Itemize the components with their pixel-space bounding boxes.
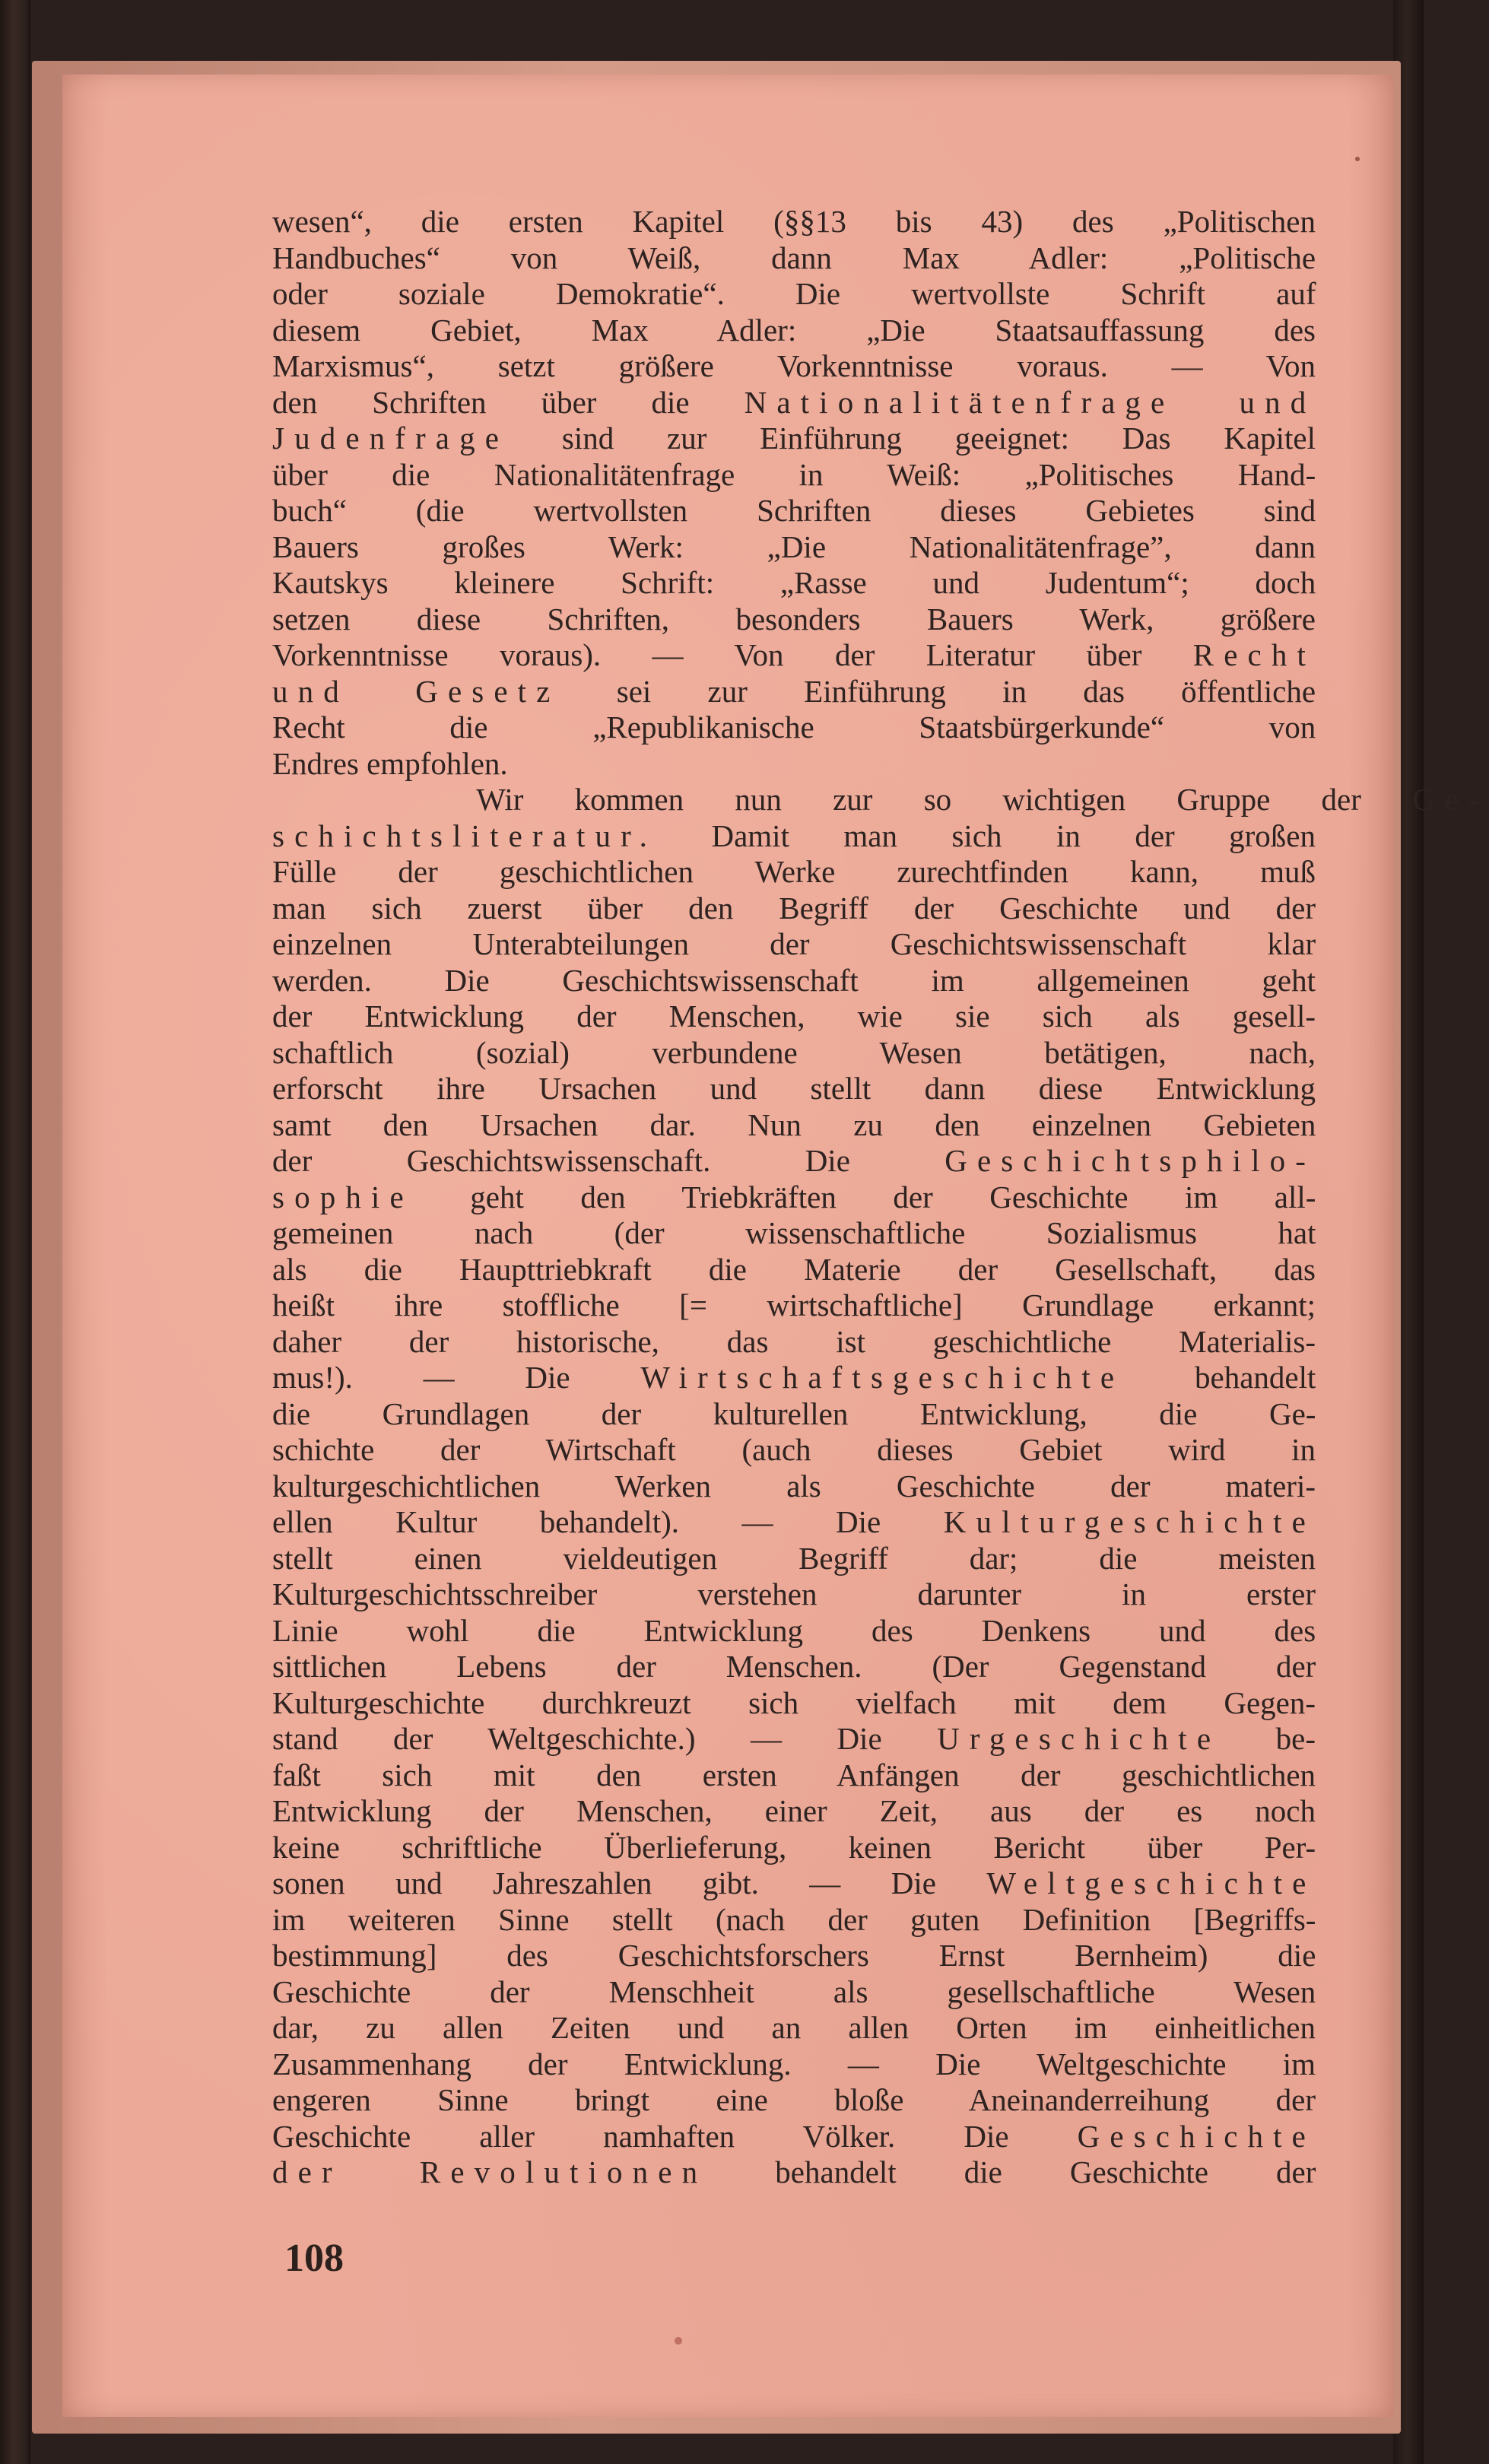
text-line: sittlichen Lebens der Menschen. (Der Gegenstand der [272,1649,1316,1684]
text-line: buch“ (die wertvollsten Schriften dieses Gebietes sind [272,493,1316,528]
text-line: keine schriftliche Überlieferung, keinen Bericht über Per- [272,1829,1316,1865]
text-line: wesen“, die ersten Kapitel (§§13 bis 43) des „Politischen [272,204,1316,239]
text-line: schichte der Wirtschaft (auch dieses Gebiet wird in [272,1432,1316,1467]
text-line: die Grundlagen der kulturellen Entwicklung, die Ge- [272,1396,1316,1431]
spaced-emphasis: der Revolutionen [272,2154,708,2189]
text-line [272,637,1316,674]
spaced-emphasis: schichtsliteratur. [272,818,658,853]
text-segment: be- [1221,1721,1316,1756]
text-segment: geht den Triebkräften der Geschichte im all- [413,1179,1316,1215]
text-line: heißt ihre stoffliche [= wirtschaftliche] Grundlage erkannt; [272,1288,1316,1322]
text-line: oder soziale Demokratie“. Die wertvollste Schrift auf [272,276,1316,311]
text-line: faßt sich mit den ersten Anfängen der geschichtlichen [272,1757,1316,1792]
text-line [272,1143,1316,1180]
paper-speck [675,2337,682,2345]
text-line: engeren Sinne bringt eine bloße Aneinanderreihung der [272,2082,1316,2117]
text-line: im weiteren Sinne stellt (nach der guten Definition [Begriffs- [272,1901,1316,1937]
text-segment: ellen Kultur behandelt). — Die [272,1504,944,1539]
spaced-emphasis: Kulturgeschichte [943,1504,1316,1539]
text-segment: Wir kommen nun zur so wichtigen Gruppe der [272,782,1413,817]
spaced-emphasis: Geschichte [1077,2118,1316,2154]
spaced-emphasis: Weltgeschichte [986,1865,1316,1900]
text-line: stellt einen vieldeutigen Begriff dar; die meisten [272,1540,1316,1576]
text-line: diesem Gebiet, Max Adler: „Die Staatsauffassung des [272,312,1316,348]
paper-speck [1355,157,1360,161]
text-segment: den Schriften über die [272,384,744,420]
text-line [272,2119,1316,2155]
text-segment: behandelt die Geschichte der [707,2154,1316,2189]
body-text [272,204,1489,2191]
text-line: daher der historische, das ist geschichtliche Materialis- [272,1323,1316,1359]
text-line [272,2154,1316,2191]
text-segment: sei zur Einführung in das öffentliche [560,673,1316,709]
text-line: Kautskys kleinere Schrift: „Rasse und Judentum“; doch [272,565,1316,600]
text-segment: mus!). — Die [272,1360,641,1395]
text-line: erforscht ihre Ursachen und stellt dann diese Entwicklung [272,1071,1316,1106]
text-segment: der Geschichtswissenschaft. Die [272,1143,945,1178]
text-line: man sich zuerst über den Begriff der Geschichte und der [272,890,1316,926]
text-line: Geschichte der Menschheit als gesellschaftliche Wesen [272,1973,1316,2009]
text-segment: sonen und Jahreszahlen gibt. — Die [272,1865,987,1900]
text-line: werden. Die Geschichtswissenschaft im allgemeinen geht [272,962,1316,998]
text-line [272,1865,1316,1902]
text-line [272,1721,1316,1758]
spaced-emphasis: Recht [1192,637,1316,672]
text-line: schaftlich (sozial) verbundene Wesen betätigen, nach, [272,1034,1316,1070]
text-line [272,1360,1316,1396]
text-line [272,421,1316,457]
text-line: setzen diese Schriften, besonders Bauers Werk, größere [272,601,1316,637]
text-line: dar, zu allen Zeiten und an allen Orten im einheitlichen [272,2010,1316,2045]
page-number: 108 [284,2237,344,2280]
text-line: Marxismus“, setzt größere Vorkenntnisse voraus. — Von [272,348,1316,383]
text-line [272,1180,1316,1216]
text-line: Handbuches“ von Weiß, dann Max Adler: „Politische [272,240,1316,275]
text-segment: Damit man sich in der großen [657,818,1316,853]
text-line: kulturgeschichtlichen Werken als Geschichte der materi- [272,1468,1316,1503]
text-segment: Geschichte aller namhaften Völker. Die [272,2118,1078,2154]
text-line: bestimmung] des Geschichtsforschers Ernst Bernheim) die [272,1938,1316,1973]
text-line: der Entwicklung der Menschen, wie sie sich als gesell- [272,999,1316,1034]
text-line [272,1504,1316,1541]
text-line: einzelnen Unterabteilungen der Geschichtswissenschaft klar [272,926,1316,961]
text-line [272,385,1316,421]
spaced-emphasis: Urgeschichte [937,1721,1221,1756]
text-line: über die Nationalitätenfrage in Weiß: „Politisches Hand- [272,456,1316,492]
spaced-emphasis: Judenfrage [272,421,510,456]
text-line: Bauers großes Werk: „Die Nationalitätenfrage”, dann [272,529,1316,564]
text-segment: behandelt [1124,1360,1316,1395]
spaced-emphasis: Wirtschaftsgeschichte [640,1360,1125,1395]
text-segment: sind zur Einführung geeignet: Das Kapitel [509,421,1316,456]
text-line: Kulturgeschichtsschreiber verstehen darunter in erster [272,1577,1316,1611]
text-line [272,818,1316,855]
text-line [272,782,1489,818]
text-line: gemeinen nach (der wissenschaftliche Sozialismus hat [272,1215,1316,1250]
text-line [272,674,1316,710]
text-segment: stand der Weltgeschichte.) — Die [272,1721,938,1756]
text-line: Endres empfohlen. [272,745,508,781]
text-segment: Vorkenntnisse voraus). — Von der Literatur über [272,637,1193,672]
text-line: samt den Ursachen dar. Nun zu den einzelnen Gebieten [272,1107,1316,1142]
spaced-emphasis: sophie [272,1179,414,1215]
text-line: Entwicklung der Menschen, einer Zeit, aus der es noch [272,1793,1316,1828]
text-line: Linie wohl die Entwicklung des Denkens und des [272,1612,1316,1648]
text-line: Zusammenhang der Entwicklung. — Die Weltgeschichte im [272,2046,1316,2081]
text-line: als die Haupttriebkraft die Materie der Gesellschaft, das [272,1251,1316,1287]
text-line: Kulturgeschichte durchkreuzt sich vielfach mit dem Gegen- [272,1684,1316,1720]
text-line: Fülle der geschichtlichen Werke zurechtfinden kann, muß [272,854,1316,889]
spaced-emphasis: Geschichtsphilo- [945,1143,1316,1178]
spaced-emphasis: und Gesetz [272,673,560,709]
spaced-emphasis: Nationalitätenfrage und [744,384,1316,420]
spaced-emphasis: Ge- [1412,782,1489,817]
text-line: Recht die „Republikanische Staatsbürgerkunde“ von [272,710,1316,745]
